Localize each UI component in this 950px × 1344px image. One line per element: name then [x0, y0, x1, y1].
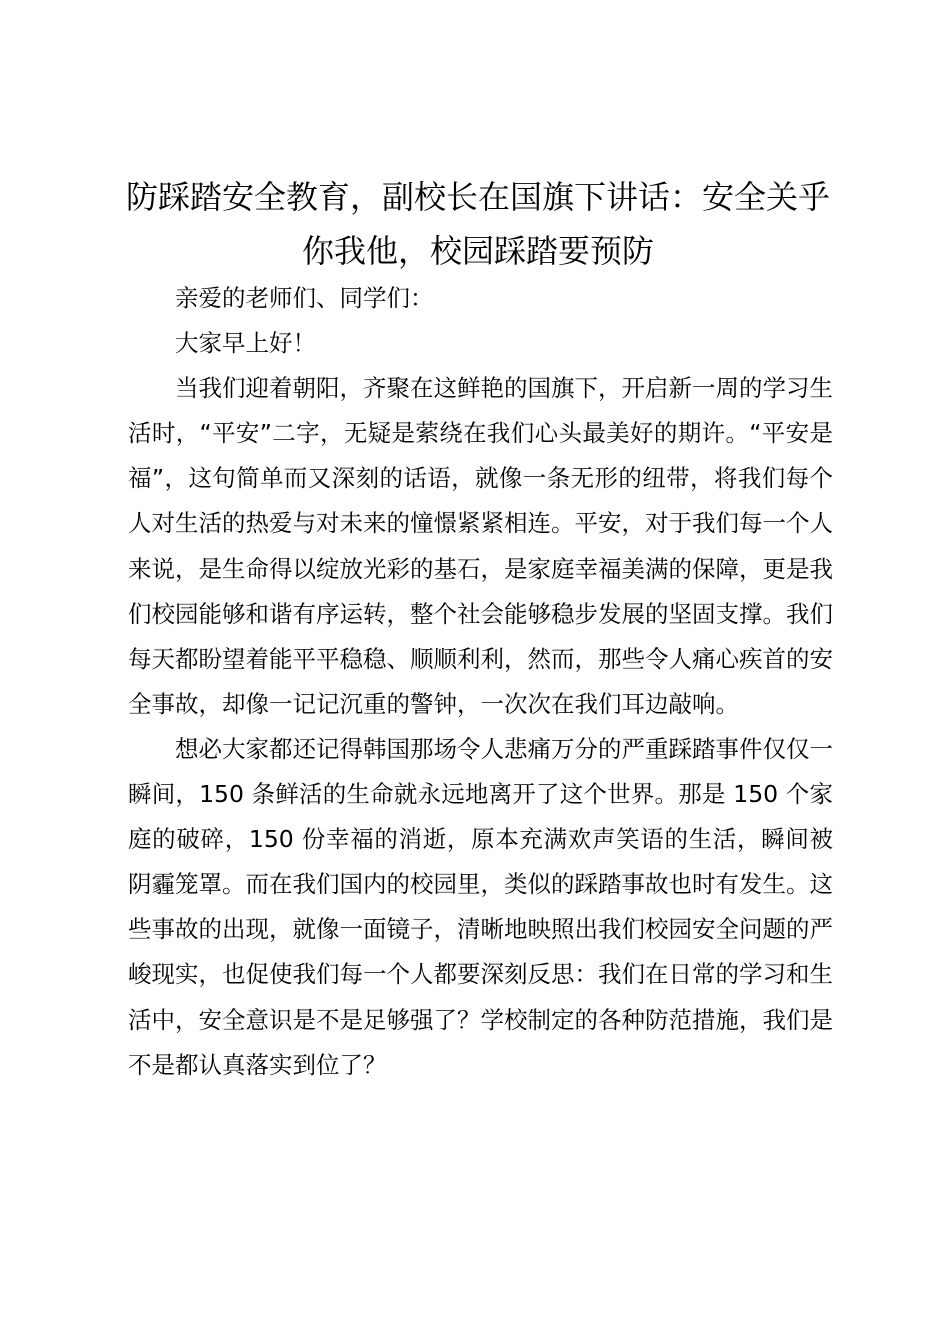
salutation-paragraph: 大家早上好！	[175, 329, 316, 358]
greeting-paragraph: 亲爱的老师们、同学们：	[175, 284, 434, 312]
body-paragraph-incident: 想必大家都还记得韩国那场令人悲痛万分的严重踩踏事件仅仅一瞬间，150 条鲜活的生命就永远地离开了这个世界。那是 150 个家庭的破碎，150 份幸福的消逝，原本充满欢声笑语的生活，瞬间被阴霾笼罩。而在我们国内的校园里，类似的踩踏事故也时有发生。这些事故的出现，就像一面镜子，清晰地映照出我们校园安全问题的严峻现实，也促使我们每一个人都要深刻反思：我们在日常的学习和生活中，安全意识是不是足够强了？学校制定的各种防范措施，我们是不是都认真落实到位了？	[128, 734, 833, 1079]
document-title: 防踩踏安全教育，副校长在国旗下讲话：安全关乎你我他，校园踩踏要预防	[125, 178, 830, 270]
document-body	[128, 276, 833, 1088]
body-paragraph-safety: 当我们迎着朝阳，齐聚在这鲜艳的国旗下，开启新一周的学习生活时，“平安”二字，无疑是萦绕在我们心头最美好的期许。“平安是福”，这句简单而又深刻的话语，就像一条无形的纽带，将我们每个人对生活的热爱与对未来的憧憬紧紧相连。平安，对于我们每一个人来说，是生命得以绽放光彩的基石，是家庭幸福美满的保障，更是我们校园能够和谐有序运转，整个社会能够稳步发展的坚固支撑。我们每天都盼望着能平平稳稳、顺顺利利，然而，那些令人痛心疾首的安全事故，却像一记记沉重的警钟，一次次在我们耳边敲响。	[128, 374, 833, 718]
